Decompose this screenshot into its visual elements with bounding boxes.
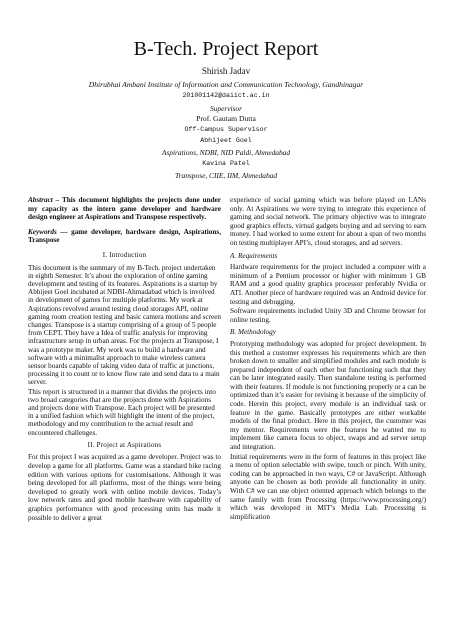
keywords-label: Keywords <box>28 227 57 236</box>
right-column <box>230 196 426 626</box>
section-heading-aspirations: II. Project at Aspirations <box>87 440 162 449</box>
methodology-paragraph: Prototyping methodology was adopted for project development. In this method a customer expresses his requirements which are then broken down to smaller and simplified modules and each module is prepared independent of each other but functioning such that they can be later integrated easily. Then standalone testing is performed with their features. If module is not functioning properly or a can be optimized than it’s easier for revising it because of the simplicity of code. Herein this project, every module is an individual task or feature in the game. Basically prototypes are either workable models of the final product. Here in this project, the customer was my mentor. Requirements were the features he wanted me to implement like camera focus to object, swaps and ad server setup and integration. <box>230 339 426 452</box>
keywords-text: — game developer, hardware design, Aspirations, Transpose <box>28 227 221 245</box>
third-contact-institution: Transpose, CIIE, IIM, Ahmedabad <box>174 171 278 180</box>
methodology-paragraph: Initial requirements were in the form of features in this project like a menu of option selectable with swipe, touch or pinch. With unity, coding can be approached in two ways, C# or JavaScript. Although anyone can be chosen as both provide all functionality in unity. With C# we can use object oriented approach which belongs to the same family with from Processing (https://www.processing.org/) which was developed in MIT’s Media Lab. Processing is simplification <box>230 452 426 521</box>
author-name: Shirish Jadav <box>201 66 251 76</box>
third-contact-name: Kavina Patel <box>202 160 250 167</box>
offcampus-supervisor-role: Off-Campus Supervisor <box>184 126 268 133</box>
subsection-heading-requirements: A. Requirements <box>230 251 278 260</box>
page-title: B-Tech. Project Report <box>133 38 319 60</box>
aspirations-paragraph: For this project I was acquired as a game developer. Project was to develop a game for all platforms. Game was a standard bike racing edition with various options for customisations. Although it was being developed for all platforms, most of the things were being developed to greatly work with online mobile devices. Today’s low network rates and good mobile hardware with capability of graphics performance with good processing units has made it possible to deliver a great <box>28 453 221 522</box>
keywords <box>28 228 221 245</box>
supervisor-role: Supervisor <box>209 104 243 113</box>
aspirations-paragraph-continued: experience of social gaming which was before played on LANs only. At Aspirations we were trying to integrate this experience of gaming and social network. The primary objective was to integrate good graphics effects, virtual gadgets buying and ad serving to earn money. I had worked to some extent for about a span of two months on testing multiplayer API’s, cloud storages, and ad servers. <box>230 196 426 247</box>
author-email: 201001142@daiict.ac.in <box>182 92 270 99</box>
supervisor-name: Prof. Gautam Dutta <box>196 114 256 123</box>
offcampus-supervisor-institution: Aspirations, NDBI, NID Paldi, Ahmedabad <box>161 148 291 157</box>
requirements-paragraph: Hardware requirements for the project included a computer with a minimum of a Pentium processor or higher with minimum 1 GB RAM and a good quality graphics processor preferably Nvidia or ATI. Another piece of hardware required was an Android device for testing and debugging. <box>230 263 426 306</box>
abstract-label: Abstract <box>28 196 53 204</box>
offcampus-supervisor-name: Abhijeet Goel <box>200 137 252 144</box>
left-column <box>28 196 221 626</box>
abstract-text: – This document highlights the projects done under my capacity as the intern game developer and hardware design engineer at Aspirations and Transpose respectively. <box>28 196 221 222</box>
requirements-paragraph: Software requirements included Unity 3D and Chrome browser for online testing. <box>230 307 426 324</box>
abstract <box>28 196 221 222</box>
author-affiliation: Dhirubhai Ambani Institute of Information and Communication Technology, Gandhinagar <box>88 80 364 89</box>
introduction-paragraph: This report is structured in a manner that divides the projects into two broad categories that are the projects done with Aspirations and projects done with Transpose. Each project will be presented in a unified fashion which will highlight the intent of the project, methodology and my contribution to the actual result and encountered challenges. <box>28 387 216 437</box>
subsection-heading-methodology: B. Methodology <box>230 328 276 337</box>
introduction-paragraph: This document is the summary of my B-Tech. project undertaken in eighth Semester. It’s about the exploration of online gaming development and testing of its features. Aspirations is a startup by Abhijeet Goel incubated at NDBI-Ahmadabad which is involved in development of games for multiple platforms. My work at Aspirations revolved around testing cloud storages API, online gaming room creation testing and basic camera motions and screen changes. Transpose is a startup comprising of a group of 5 people from CEPT. They have a Idea of traffic analysis for improving infrastructure setup in urban areas. For the projects at Transpose, I was a prototype maker. My work was to build a hardware and software with a minimalist approach to make wireless camera sensor boards capable of taking video data of traffic at junctions, processing it to count or to know flow rate and send data to a main server. <box>28 263 221 387</box>
section-heading-introduction: I. Introduction <box>102 250 147 259</box>
